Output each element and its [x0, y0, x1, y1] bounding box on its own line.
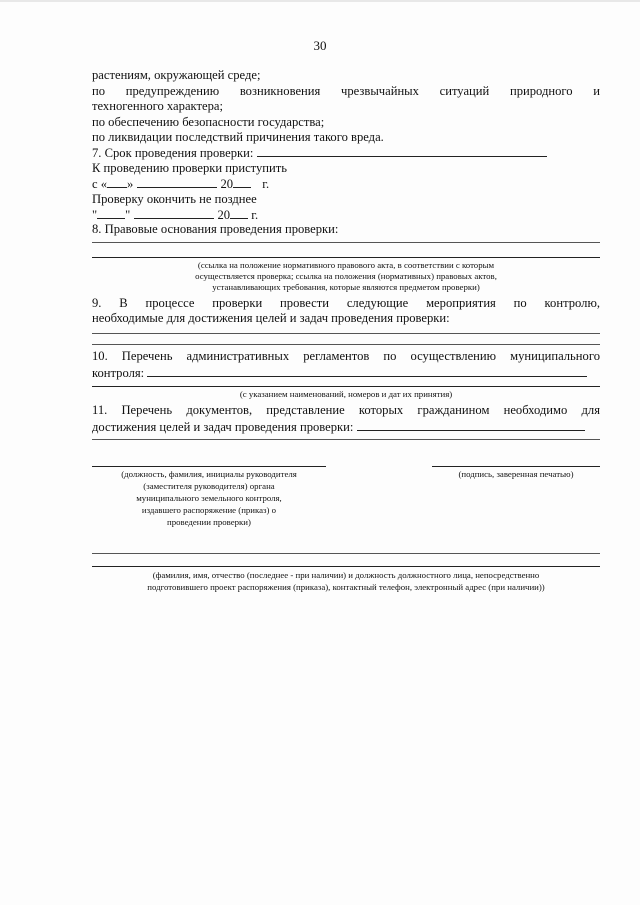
- measures-field-1[interactable]: [92, 333, 600, 334]
- regulations-label: [92, 365, 587, 380]
- scan-edge: [0, 0, 640, 2]
- documents-label: [92, 419, 585, 434]
- regulations-field-1[interactable]: [147, 365, 587, 377]
- head-note: муниципального земельного контроля,: [136, 493, 282, 503]
- inspection-period-label: [92, 145, 547, 160]
- official-note: (фамилия, имя, отчество (последнее - при наличии) и должность должностного лица, непосредственно: [152, 570, 540, 580]
- text-line: техногенного характера;: [92, 99, 223, 113]
- measures-field-2[interactable]: [92, 344, 600, 345]
- regulations-field-2[interactable]: [92, 386, 600, 387]
- signature-note: (подпись, заверенная печатью): [458, 469, 574, 479]
- official-note: подготовившего проект распоряжения (приказа), контактный телефон, электронный адрес (при наличии)): [147, 582, 545, 592]
- text-line: К проведению проверки приступить: [92, 161, 288, 175]
- legal-basis-field-1[interactable]: [92, 242, 600, 243]
- documents-heading: 11. Перечень документов, представление которых гражданином необходимо для: [92, 403, 600, 417]
- official-field-1[interactable]: [92, 553, 600, 554]
- page-number: 30: [313, 38, 327, 53]
- date-quote: »: [127, 177, 134, 191]
- date-quote: с «: [92, 177, 108, 191]
- legal-basis-note: устанавливающих требования, которые являются предметом проверки): [212, 282, 480, 292]
- head-note: издавшего распоряжение (приказ) о: [141, 505, 277, 515]
- head-note: проведении проверки): [167, 517, 251, 527]
- regulations-label-text: контроля:: [92, 366, 145, 380]
- end-day-field[interactable]: [97, 207, 125, 219]
- start-month-field[interactable]: [137, 176, 217, 188]
- start-year-field[interactable]: [233, 176, 251, 188]
- documents-label-text: достижения целей и задач проведения проверки:: [92, 420, 354, 434]
- head-note: (должность, фамилия, инициалы руководителя: [121, 469, 297, 479]
- end-month-field[interactable]: [134, 207, 214, 219]
- start-day-field[interactable]: [107, 176, 127, 188]
- measures-heading: 9. В процессе проверки провести следующие мероприятия по контролю,: [92, 296, 600, 310]
- legal-basis-heading: 8. Правовые основания проведения проверки:: [92, 222, 339, 236]
- legal-basis-note: (ссылка на положение нормативного правового акта, в соответствии с которым: [197, 260, 495, 270]
- regulations-note: (с указанием наименований, номеров и дат их принятия): [239, 389, 453, 399]
- inspection-period-text: 7. Срок проведения проверки:: [92, 146, 254, 160]
- date-quote: ": [92, 208, 98, 222]
- end-date-line: [92, 207, 258, 222]
- year-prefix: 20: [217, 208, 231, 222]
- text-line: Проверку окончить не позднее: [92, 192, 257, 206]
- regulations-heading: 10. Перечень административных регламентов по осуществлению муниципального: [92, 349, 600, 363]
- legal-basis-field-2[interactable]: [92, 257, 600, 258]
- measures-heading-cont: необходимые для достижения целей и задач проведения проверки:: [92, 311, 450, 325]
- inspection-period-field[interactable]: [257, 145, 547, 157]
- text-line: по предупреждению возникновения чрезвычайных ситуаций природного и: [92, 84, 600, 98]
- date-quote: ": [125, 208, 131, 222]
- signature-field[interactable]: [432, 466, 600, 467]
- end-year-field[interactable]: [230, 207, 248, 219]
- text-line: по ликвидации последствий причинения такого вреда.: [92, 130, 384, 144]
- year-suffix: г.: [251, 208, 259, 222]
- head-name-field[interactable]: [92, 466, 326, 467]
- head-note: (заместителя руководителя) органа: [143, 481, 275, 491]
- documents-field-2[interactable]: [92, 439, 600, 440]
- text-line: по обеспечению безопасности государства;: [92, 115, 325, 129]
- start-date-line: [92, 176, 269, 191]
- legal-basis-note: осуществляется проверка; ссылка на положения (нормативных) правовых актов,: [195, 271, 497, 281]
- official-field-2[interactable]: [92, 566, 600, 567]
- text-line: растениям, окружающей среде;: [92, 68, 261, 82]
- documents-field-1[interactable]: [357, 419, 585, 431]
- year-suffix: г.: [262, 177, 270, 191]
- year-prefix: 20: [220, 177, 234, 191]
